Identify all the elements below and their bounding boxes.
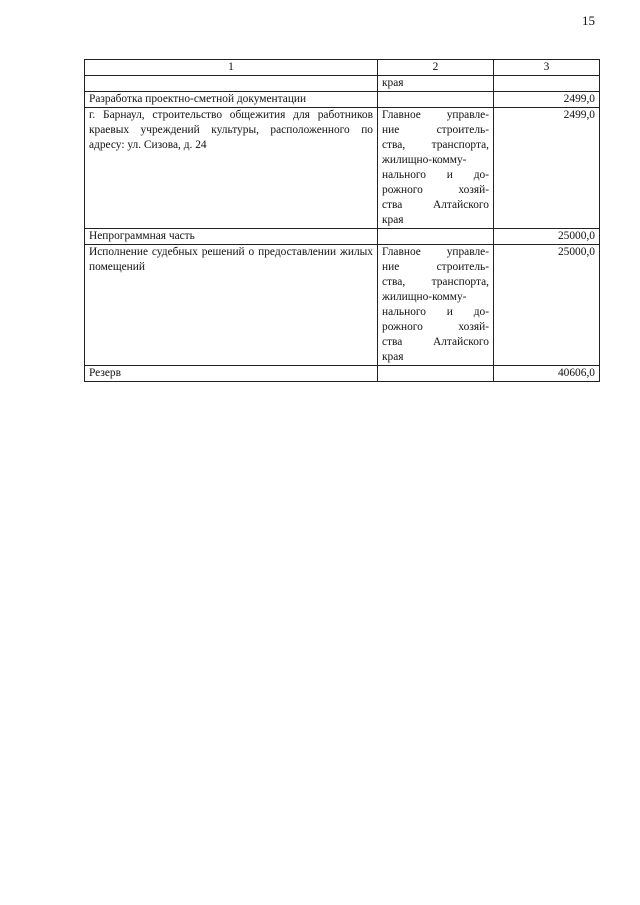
org-line: края: [382, 351, 404, 363]
row-amount: 2499,0: [494, 92, 600, 108]
org-line: жилищно-комму-: [382, 154, 467, 166]
table-row: [85, 366, 600, 382]
table-row: [85, 245, 600, 366]
row-org: [378, 245, 494, 366]
row-org: [378, 229, 494, 245]
row-amount: [494, 76, 600, 92]
column-header-2: 2: [378, 60, 494, 76]
row-name: Непрограммная часть: [85, 229, 378, 245]
column-header-3: 3: [494, 60, 600, 76]
row-org: [378, 108, 494, 229]
org-line: нального и до-: [382, 169, 489, 181]
row-amount: 25000,0: [494, 229, 600, 245]
table-row: [85, 76, 600, 92]
table-row: [85, 108, 600, 229]
org-line: ние строитель-: [382, 124, 489, 136]
row-name: Резерв: [85, 366, 378, 382]
org-line: ства, транспорта,: [382, 139, 489, 151]
org-line: рожного хозяй-: [382, 184, 489, 196]
row-name: Разработка проектно-сметной документации: [85, 92, 378, 108]
row-amount: 40606,0: [494, 366, 600, 382]
page-number: 15: [582, 13, 595, 28]
column-header-1: 1: [85, 60, 378, 76]
org-line: ства, транспорта,: [382, 276, 489, 288]
row-name: Исполнение судебных решений о предоставлении жилых помещений: [85, 245, 378, 366]
budget-table: [84, 59, 600, 382]
org-line: Главное управле-: [382, 246, 489, 258]
org-line: ства Алтайского: [382, 336, 489, 348]
org-line: края: [382, 77, 404, 89]
table-row: [85, 92, 600, 108]
org-line: рожного хозяй-: [382, 321, 489, 333]
org-line: Главное управле-: [382, 109, 489, 121]
org-line: жилищно-комму-: [382, 291, 467, 303]
org-line: нального и до-: [382, 306, 489, 318]
row-name: [85, 76, 378, 92]
org-line: ства Алтайского: [382, 199, 489, 211]
row-org: [378, 92, 494, 108]
org-line: края: [382, 214, 404, 226]
row-org: [378, 366, 494, 382]
table-row: [85, 229, 600, 245]
row-amount: 2499,0: [494, 108, 600, 229]
org-line: ние строитель-: [382, 261, 489, 273]
table-header-row: [85, 60, 600, 76]
row-org: [378, 76, 494, 92]
row-amount: 25000,0: [494, 245, 600, 366]
row-name: г. Барнаул, строительство общежития для работников краевых учреждений культуры, расположенного по адресу: ул. Сизова, д. 24: [85, 108, 378, 229]
